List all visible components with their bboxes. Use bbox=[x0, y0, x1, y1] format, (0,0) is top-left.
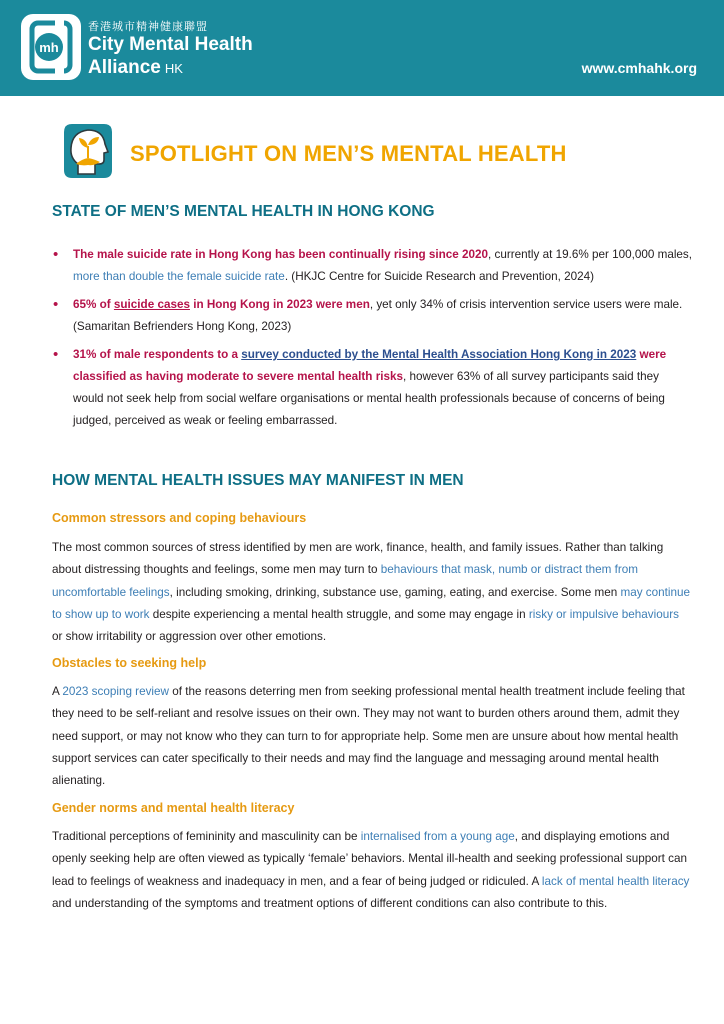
risky-behaviours-link[interactable]: risky or impulsive behaviours bbox=[528, 607, 679, 621]
paragraph-obstacles bbox=[52, 681, 692, 792]
bullet-highlight: 65% of bbox=[73, 298, 114, 311]
paragraph-text: , and displaying emotions and openly seeking help are often viewed as typically ‘female’ behaviors. Mental ill-health and seeking professional support can lead to feelings of weakness and inadequacy in men, and a fear of being judged or ridiculed. A bbox=[52, 830, 687, 888]
page-title: SPOTLIGHT ON MEN’S MENTAL HEALTH bbox=[130, 141, 567, 166]
paragraph-text: or show irritability or aggression over other emotions. bbox=[52, 630, 327, 644]
paragraph-gender-norms bbox=[52, 826, 692, 915]
bullet-text: , yet only 34% of crisis intervention service users were male. (Samaritan Befrienders Hong Kong, 2023) bbox=[73, 298, 683, 333]
statistics-list bbox=[52, 244, 692, 438]
mental-health-head-icon bbox=[58, 118, 118, 184]
bullet-text: . (HKJC Centre for Suicide Research and Prevention, 2024) bbox=[284, 270, 595, 283]
brand-name-line2 bbox=[88, 57, 183, 79]
coping-behaviours-link[interactable]: behaviours that mask, numb or distract them from uncomfortable feelings bbox=[52, 563, 638, 599]
subheading-stressors: Common stressors and coping behaviours bbox=[52, 511, 307, 525]
header-banner bbox=[0, 0, 724, 96]
bullet-text: , however 63% of all survey participants said they would not seek help from social welfare organisations or mental health professionals because of concerns of being judged, perceived as weak or feeling embarrassed. bbox=[73, 370, 665, 427]
paragraph-text: of the reasons deterring men from seeking professional mental health treatment include feeling that they need to be self-reliant and resolve issues on their own. They may not want to burden others around them, admit they need support, or may not know who they can turn to for appropriate help. Some men are unsure about how mental health support services can cater specifically to their needs and may find the language and messaging around mental health alienating. bbox=[52, 685, 685, 788]
brand-hk: HK bbox=[164, 61, 183, 76]
list-item bbox=[52, 344, 692, 432]
paragraph-text: and understanding of the symptoms and treatment options of different conditions can also contribute to this. bbox=[52, 896, 608, 910]
website-link[interactable]: www.cmhahk.org bbox=[581, 60, 697, 76]
mental-health-literacy-link[interactable]: lack of mental health literacy bbox=[541, 874, 690, 888]
scoping-review-link[interactable]: 2023 scoping review bbox=[62, 685, 169, 698]
section-heading-manifest: HOW MENTAL HEALTH ISSUES MAY MANIFEST IN MEN bbox=[52, 472, 464, 489]
bullet-highlight: 31% of male respondents to a bbox=[73, 348, 242, 361]
paragraph-text: despite experiencing a mental health struggle, and some may engage in bbox=[149, 607, 529, 621]
bullet-text: , currently at 19.6% per 100,000 males, bbox=[488, 248, 693, 261]
brand-alliance: Alliance bbox=[88, 57, 161, 78]
section-heading-state: STATE OF MEN’S MENTAL HEALTH IN HONG KONG bbox=[52, 203, 435, 220]
paragraph-stressors bbox=[52, 537, 692, 648]
mha-survey-link[interactable]: survey conducted by the Mental Health Association Hong Kong in 2023 bbox=[241, 348, 637, 361]
cmha-logo[interactable] bbox=[21, 14, 81, 80]
paragraph-text: The most common sources of stress identified by men are work, finance, health, and family issues. Rather than talking about distressing thoughts and feelings, some men may turn to bbox=[52, 541, 664, 577]
young-age-link[interactable]: internalised from a young age bbox=[360, 830, 515, 843]
bullet-highlight: were classified as having moderate to severe mental health risks bbox=[73, 348, 667, 383]
suicide-cases-link[interactable]: suicide cases bbox=[113, 298, 190, 311]
brand-chinese-name: 香港城市精神健康聯盟 bbox=[88, 21, 208, 33]
brand-name-line1: City Mental Health bbox=[88, 34, 253, 55]
logo-mark-icon bbox=[21, 14, 81, 80]
bullet-highlight: The male suicide rate in Hong Kong has been continually rising since 2020 bbox=[73, 248, 489, 261]
logo-text: mh bbox=[39, 40, 59, 55]
show-up-to-work-link[interactable]: may continue to show up to work bbox=[52, 585, 690, 621]
subheading-gender-norms: Gender norms and mental health literacy bbox=[52, 801, 295, 815]
paragraph-text: Traditional perceptions of femininity and masculinity can be bbox=[52, 830, 361, 843]
subheading-obstacles: Obstacles to seeking help bbox=[52, 656, 207, 670]
female-suicide-rate-link[interactable]: more than double the female suicide rate bbox=[73, 270, 285, 283]
list-item bbox=[52, 294, 692, 338]
paragraph-text: A bbox=[52, 685, 63, 698]
list-item bbox=[52, 244, 692, 288]
bullet-highlight: in Hong Kong in 2023 were men bbox=[189, 298, 370, 311]
paragraph-text: , including smoking, drinking, substance use, gaming, eating, and exercise. Some men bbox=[169, 585, 621, 599]
